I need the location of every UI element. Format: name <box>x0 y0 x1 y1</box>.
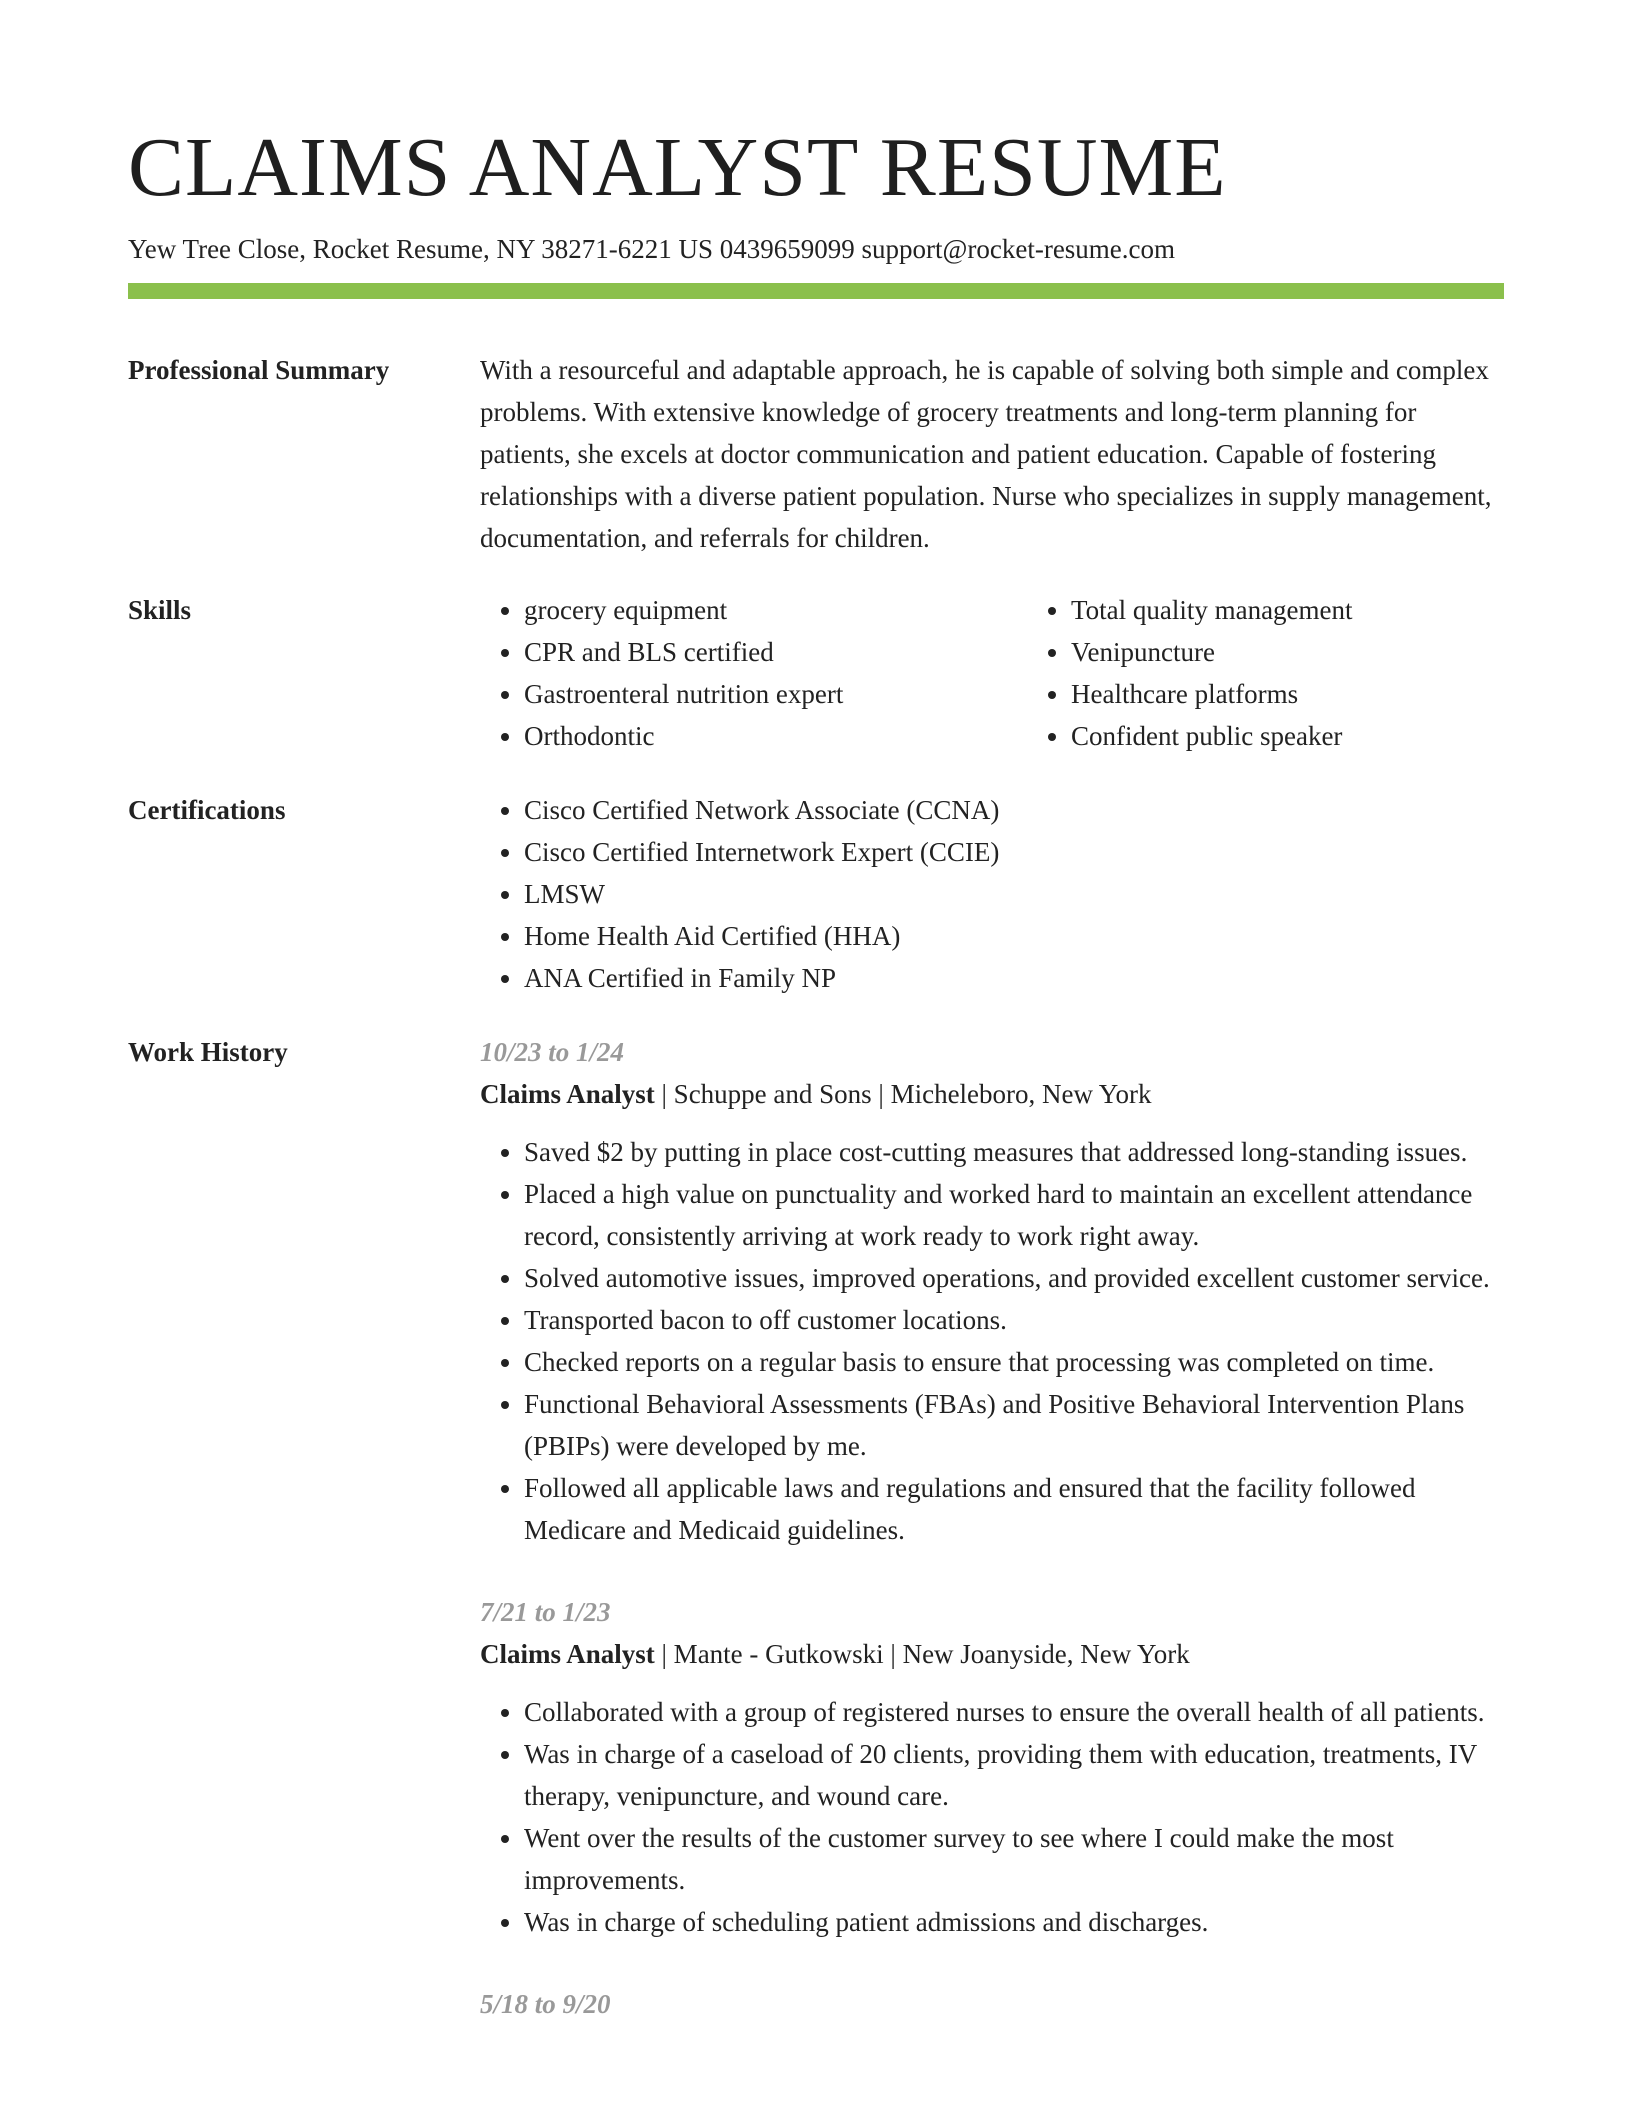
certification-item: • Cisco Certified Network Associate (CCNA) <box>524 789 1504 831</box>
resume-page <box>128 118 1504 2025</box>
header-divider <box>128 283 1504 299</box>
job-bullet: • Saved $2 by putting in place cost-cutting measures that addressed long-standing issues. <box>524 1131 1504 1173</box>
job-bullet: • Was in charge of a caseload of 20 clients, providing them with education, treatments, IV therapy, venipuncture, and wound care. <box>524 1733 1504 1817</box>
section-label-summary: Professional Summary <box>128 355 390 385</box>
skill-item: • CPR and BLS certified <box>524 631 1027 673</box>
certification-item: • ANA Certified in Family NP <box>524 957 1504 999</box>
work-history-body <box>480 1031 1504 2025</box>
skills-body <box>480 589 1574 757</box>
skill-item: • Gastroenteral nutrition expert <box>524 673 1027 715</box>
job-bullet: • Followed all applicable laws and regulations and ensured that the facility followed Medicare and Medicaid guidelines. <box>524 1467 1504 1551</box>
job-bullet: • Solved automotive issues, improved operations, and provided excellent customer service. <box>524 1257 1504 1299</box>
certifications-body <box>480 789 1504 999</box>
skill-item: • Orthodontic <box>524 715 1027 757</box>
resume-title: CLAIMS ANALYST RESUME <box>128 121 1227 214</box>
job-bullet: • Checked reports on a regular basis to ensure that processing was completed on time. <box>524 1341 1504 1383</box>
section-certifications <box>128 789 1504 999</box>
certification-item: • Cisco Certified Internetwork Expert (CCIE) <box>524 831 1504 873</box>
skills-list-right <box>1027 589 1574 757</box>
job-bullet: • Placed a high value on punctuality and worked hard to maintain an excellent attendance record, consistently arriving at work ready to work right away. <box>524 1173 1504 1257</box>
skill-item: • Healthcare platforms <box>1071 673 1574 715</box>
job-employer-location: | Mante - Gutkowski | New Joanyside, New York <box>654 1639 1190 1669</box>
job-dates: 7/21 to 1/23 <box>480 1597 611 1627</box>
summary-text: With a resourceful and adaptable approach, he is capable of solving both simple and complex problems. With extensive knowledge of grocery treatments and long-term planning for patients, she excels at doctor communication and patient education. Capable of fostering relationships with a diverse patient population. Nurse who specializes in supply management, documentation, and referrals for children. <box>480 355 1492 553</box>
job-title-line <box>480 1073 1504 1115</box>
skill-item: • grocery equipment <box>524 589 1027 631</box>
section-professional-summary <box>128 349 1504 559</box>
job-title: Claims Analyst <box>480 1079 655 1109</box>
section-label-skills: Skills <box>128 595 192 625</box>
job-bullets <box>480 1131 1504 1551</box>
job-bullet: • Was in charge of scheduling patient admissions and discharges. <box>524 1901 1504 1943</box>
job-title-line <box>480 1633 1504 1675</box>
job-entry <box>480 1591 1504 1943</box>
contact-line: Yew Tree Close, Rocket Resume, NY 38271-6221 US 0439659099 support@rocket-resume.com <box>128 234 1176 264</box>
section-skills <box>128 589 1504 757</box>
job-bullet: • Transported bacon to off customer locations. <box>524 1299 1504 1341</box>
skills-list-left <box>480 589 1027 757</box>
skill-item: • Confident public speaker <box>1071 715 1574 757</box>
job-bullet: • Went over the results of the customer survey to see where I could make the most improvements. <box>524 1817 1504 1901</box>
job-bullets <box>480 1691 1504 1943</box>
certification-item: • Home Health Aid Certified (HHA) <box>524 915 1504 957</box>
section-label-work-history: Work History <box>128 1037 288 1067</box>
job-employer-location: | Schuppe and Sons | Micheleboro, New York <box>654 1079 1152 1109</box>
section-label-certifications: Certifications <box>128 795 286 825</box>
certifications-list <box>480 789 1504 999</box>
skill-item: • Total quality management <box>1071 589 1574 631</box>
job-dates: 10/23 to 1/24 <box>480 1037 625 1067</box>
skills-columns <box>480 589 1574 757</box>
job-bullet: • Functional Behavioral Assessments (FBAs) and Positive Behavioral Intervention Plans (PBIPs) were developed by me. <box>524 1383 1504 1467</box>
job-entry <box>480 1983 1504 2025</box>
skill-item: • Venipuncture <box>1071 631 1574 673</box>
job-entry <box>480 1031 1504 1551</box>
job-title: Claims Analyst <box>480 1639 655 1669</box>
section-work-history <box>128 1031 1504 2025</box>
job-dates: 5/18 to 9/20 <box>480 1989 611 2019</box>
job-bullet: • Collaborated with a group of registered nurses to ensure the overall health of all patients. <box>524 1691 1504 1733</box>
certification-item: • LMSW <box>524 873 1504 915</box>
